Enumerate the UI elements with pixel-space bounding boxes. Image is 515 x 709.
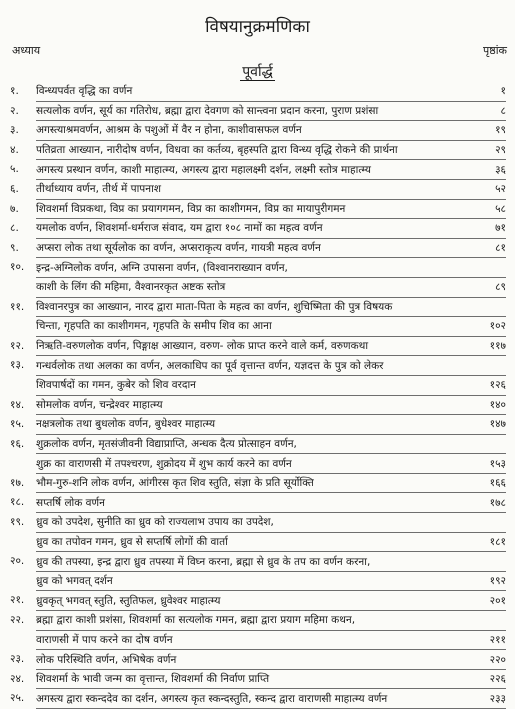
column-heading-chapter: अध्याय — [12, 44, 41, 57]
toc-entry — [10, 689, 506, 709]
chapter-body — [36, 258, 506, 297]
page-number: ५८ — [495, 202, 506, 215]
chapter-title: अगस्त्याश्रमवर्णन, आश्रम के पशुओं में वैर न होना, काशीवासफल वर्णन — [36, 124, 302, 137]
page-number: १४० — [489, 398, 506, 411]
toc-entry — [10, 298, 506, 337]
toc-entry — [10, 337, 506, 357]
chapter-title: शिवशर्मा विप्रकथा, विप्र का प्रयागगमन, विप्र का काशीगमन, विप्र का मायापुरीगमन — [36, 202, 346, 215]
chapter-number: १२. — [10, 339, 25, 352]
chapter-title: ध्रुवकृत् भगवत् स्तुति, स्तुतिफल, ध्रुवेश्वर माहात्म्य — [36, 594, 221, 607]
chapter-title: भौम-गुरु-शनि लोक वर्णन, आंगीरस कृत शिव स्तुति, संज्ञा के प्रति सूर्योक्ति — [36, 477, 314, 490]
toc-line — [36, 121, 506, 141]
chapter-number: ८. — [10, 222, 19, 235]
toc-entry — [10, 219, 506, 239]
chapter-title: शुक्रलोक वर्णन, मृतसंजीवनी विद्याप्राप्ति, अन्धक दैत्य प्रोत्साहन वर्णन, — [36, 437, 297, 450]
toc-line — [36, 396, 506, 416]
chapter-body — [36, 611, 506, 650]
chapter-body — [36, 356, 506, 395]
page-number: ८ — [500, 104, 506, 117]
chapter-title: ब्रह्मा द्वारा काशी प्रशंसा, शिवशर्मा का सत्यलोक गमन, ब्रह्मा द्वारा प्रयाग महिमा कथन, — [36, 614, 356, 627]
page-number: २०१ — [489, 594, 506, 607]
toc-line — [36, 102, 506, 122]
toc-entry — [10, 239, 506, 259]
toc-entry — [10, 435, 506, 474]
page-number: १५३ — [489, 457, 506, 470]
toc-entry — [10, 415, 506, 435]
chapter-title: अगस्त्य प्रस्थान वर्णन, काशी माहात्म्य, अगस्त्य द्वारा महालक्ष्मी दर्शन, लक्ष्मी स्तोत्र माहात्म्य — [36, 163, 372, 176]
toc-entry — [10, 591, 506, 611]
chapter-number: १४. — [10, 398, 25, 411]
chapter-body — [36, 141, 506, 161]
chapter-body — [36, 552, 506, 591]
chapter-title: सत्यलोक वर्णन, सूर्य का गतिरोध, ब्रह्मा द्वारा देवगण को सान्त्वना प्रदान करना, पुराण प्रशंसा — [36, 104, 379, 117]
chapter-number: १८. — [10, 496, 25, 509]
chapter-body — [36, 415, 506, 435]
chapter-title: ध्रुव का तपोवन गमन, ध्रुव से सप्तर्षि लोगों की वार्ता — [36, 535, 228, 548]
toc-line — [36, 415, 506, 435]
chapter-number: १५. — [10, 418, 25, 431]
chapter-number: २१. — [10, 594, 25, 607]
page-number: ३६ — [495, 163, 506, 176]
toc-entry — [10, 552, 506, 591]
chapter-title: शिवशर्मा के भावी जन्म का वृत्तान्त, शिवशर्मा की निर्वाण प्राप्ति — [36, 673, 270, 686]
chapter-number: ९. — [10, 241, 19, 254]
chapter-title: अगस्त्य द्वारा स्कन्ददेव का दर्शन, अगस्त्य कृत स्कन्दस्तुति, स्कन्द द्वारा वाराणसी माहात्म्य वर्णन — [36, 692, 388, 705]
toc-line — [36, 611, 506, 631]
toc-line — [36, 689, 506, 709]
page-number: १६६ — [489, 477, 506, 490]
chapter-body — [36, 474, 506, 494]
toc-line — [36, 670, 506, 690]
toc-entry — [10, 141, 506, 161]
chapter-title: शुक्र का वाराणसी में तपश्चरण, शुक्रोदय में शुभ कार्य करने का वर्णन — [36, 457, 292, 470]
toc-line — [36, 552, 506, 572]
chapter-number: ११. — [10, 300, 25, 313]
chapter-number: २३. — [10, 653, 25, 666]
toc-line — [36, 298, 506, 318]
toc-line — [36, 533, 506, 553]
toc-line — [36, 141, 506, 161]
toc-entry — [10, 82, 506, 102]
toc-entry — [10, 396, 506, 416]
chapter-number: १९. — [10, 516, 25, 529]
chapter-body — [36, 435, 506, 474]
chapter-body — [36, 396, 506, 416]
chapter-number: १०. — [10, 261, 25, 274]
chapter-number: २०. — [10, 555, 25, 568]
column-heading-page: पृष्ठांक — [482, 44, 507, 57]
toc-line — [36, 435, 506, 455]
chapter-number: २२. — [10, 614, 25, 627]
chapter-title: वाराणसी में पाप करने का दोष वर्णन — [36, 633, 173, 646]
page-number: २११ — [489, 633, 506, 646]
chapter-number: २. — [10, 104, 19, 117]
chapter-body — [36, 102, 506, 122]
chapter-number: ७. — [10, 202, 19, 215]
toc-entry — [10, 513, 506, 552]
chapter-body — [36, 180, 506, 200]
page-number: ८१ — [495, 242, 506, 255]
chapter-body — [36, 82, 506, 102]
chapter-title: काशी के लिंग की महिमा, वैश्वानरकृत अष्टक स्तोत्र — [36, 281, 226, 294]
toc-line — [36, 493, 506, 513]
page-title: विषयानुक्रमणिका — [205, 17, 310, 37]
toc-line — [36, 474, 506, 494]
toc-entry — [10, 258, 506, 297]
chapter-title: यमलोक वर्णन, शिवशर्मा-धर्मराज संवाद, यम द्वारा १०८ नामों का महत्व वर्णन — [36, 222, 323, 235]
chapter-title: लोक परिस्थिति वर्णन, अभिषेक वर्णन — [36, 653, 177, 666]
page-number: २२० — [489, 653, 506, 666]
toc-line — [36, 258, 506, 278]
toc-entry — [10, 356, 506, 395]
page-number: ५२ — [495, 183, 506, 196]
toc-entry — [10, 121, 506, 141]
section-heading-text: पूर्वार्द्ध — [242, 64, 273, 80]
toc-line — [36, 650, 506, 670]
chapter-title: विन्ध्यपर्वत वृद्धि का वर्णन — [36, 85, 133, 98]
chapter-number: ५. — [10, 163, 19, 176]
toc-entry — [10, 200, 506, 220]
chapter-body — [36, 670, 506, 690]
toc-line — [36, 219, 506, 239]
toc-line — [36, 572, 506, 592]
chapter-title: ध्रुव की तपस्या, इन्द्र द्वारा ध्रुव तपस्या में विघ्न करना, ब्रह्मा से ध्रुव के तप का वर्णन करना, — [36, 555, 371, 568]
page-number: ७१ — [495, 222, 506, 235]
chapter-body — [36, 689, 506, 709]
toc-line — [36, 317, 506, 337]
toc-line — [36, 180, 506, 200]
page-number: १८१ — [489, 535, 506, 548]
page-number: ८९ — [495, 281, 506, 294]
toc-entry — [10, 160, 506, 180]
chapter-body — [36, 650, 506, 670]
chapter-number: ३. — [10, 124, 19, 137]
chapter-title: सप्तर्षि लोक वर्णन — [36, 496, 105, 509]
page-number: १२६ — [489, 379, 506, 392]
toc-entry — [10, 102, 506, 122]
chapter-title: अप्सरा लोक तथा सूर्यलोक का वर्णन, अप्सराकृत्य वर्णन, गायत्री महत्व वर्णन — [36, 242, 321, 255]
chapter-number: ४. — [10, 143, 19, 156]
toc-entry — [10, 474, 506, 494]
page-number: २२६ — [489, 673, 506, 686]
chapter-number: १. — [10, 85, 19, 97]
toc-entry — [10, 611, 506, 650]
toc-line — [36, 356, 506, 376]
chapter-title: गन्धर्वलोक तथा अलका का वर्णन, अलकाधिप का पूर्व वृत्तान्त वर्णन, यज्ञदत्त के पुत्र को लेकर — [36, 359, 384, 372]
chapter-body — [36, 513, 506, 552]
page-number: १९ — [495, 124, 506, 137]
chapter-title: इन्द्र-अग्निलोक वर्णन, अग्नि उपासना वर्णन, (विश्वानराख्यान वर्णन, — [36, 261, 288, 274]
toc-line — [36, 337, 506, 357]
chapter-body — [36, 337, 506, 357]
chapter-title: नक्षत्रलोक तथा बुधलोक वर्णन, बुधेश्वर माहात्म्य — [36, 418, 216, 431]
toc-line — [36, 454, 506, 474]
chapter-title: निऋति-वरुणलोक वर्णन, पिङ्गाक्ष आख्यान, वरुण- लोक प्राप्त करने वाले कर्म, वरुणकथा — [36, 340, 369, 353]
chapter-title: पतिव्रता आख्यान, नारीदोष वर्णन, विधवा का कर्तव्य, बृहस्पति द्वारा विन्ध्य वृद्धि रोकने की प्रार्थना — [36, 144, 398, 157]
chapter-body — [36, 160, 506, 180]
toc-entry — [10, 670, 506, 690]
toc-line — [36, 82, 506, 102]
toc-line — [36, 376, 506, 396]
toc-line — [36, 160, 506, 180]
chapter-body — [36, 493, 506, 513]
page-number: १ — [500, 85, 506, 98]
chapter-number: १६. — [10, 437, 25, 450]
toc-line — [36, 200, 506, 220]
page-number: १९२ — [489, 575, 506, 588]
chapter-body — [36, 200, 506, 220]
chapter-number: १७. — [10, 476, 25, 489]
section-heading — [0, 62, 515, 81]
toc-entry — [10, 650, 506, 670]
toc-entry — [10, 493, 506, 513]
toc-line — [36, 278, 506, 298]
chapter-title: चिन्ता, गृहपति का काशीगमन, गृहपति के समीप शिव का आना — [36, 320, 272, 333]
page-number: २३३ — [489, 692, 506, 705]
toc-line — [36, 239, 506, 259]
chapter-body — [36, 219, 506, 239]
page-number: १०२ — [489, 320, 506, 333]
toc-line — [36, 591, 506, 611]
table-of-contents — [10, 82, 506, 709]
page-number: १७८ — [489, 496, 506, 509]
page-number: १४७ — [489, 418, 506, 431]
chapter-title: ध्रुव को भगवत् दर्शन — [36, 575, 113, 588]
chapter-title: सोमलोक वर्णन, चन्द्रेश्वर माहात्म्य — [36, 398, 163, 411]
chapter-number: २४. — [10, 672, 25, 685]
chapter-body — [36, 121, 506, 141]
chapter-title: शिवपार्षदों का गमन, कुबेर को शिव वरदान — [36, 379, 196, 392]
chapter-title: तीर्थाध्याय वर्णन, तीर्थ में पापनाश — [36, 183, 161, 196]
chapter-body — [36, 239, 506, 259]
chapter-title: विश्वानरपुत्र का आख्यान, नारद द्वारा माता-पिता के महत्व का वर्णन, शुचिष्मिता की पुत्र विषयक — [36, 300, 393, 313]
toc-line — [36, 513, 506, 533]
chapter-number: ६. — [10, 182, 19, 195]
chapter-number: १३. — [10, 359, 25, 372]
chapter-number: २५. — [10, 692, 25, 705]
chapter-body — [36, 298, 506, 337]
chapter-title: ध्रुव को उपदेश, सुनीति का ध्रुव को राज्यलाभ उपाय का उपदेश, — [36, 516, 274, 529]
chapter-body — [36, 591, 506, 611]
page-number: २९ — [495, 144, 506, 157]
toc-entry — [10, 180, 506, 200]
page-number: ११७ — [489, 340, 506, 353]
toc-line — [36, 631, 506, 651]
